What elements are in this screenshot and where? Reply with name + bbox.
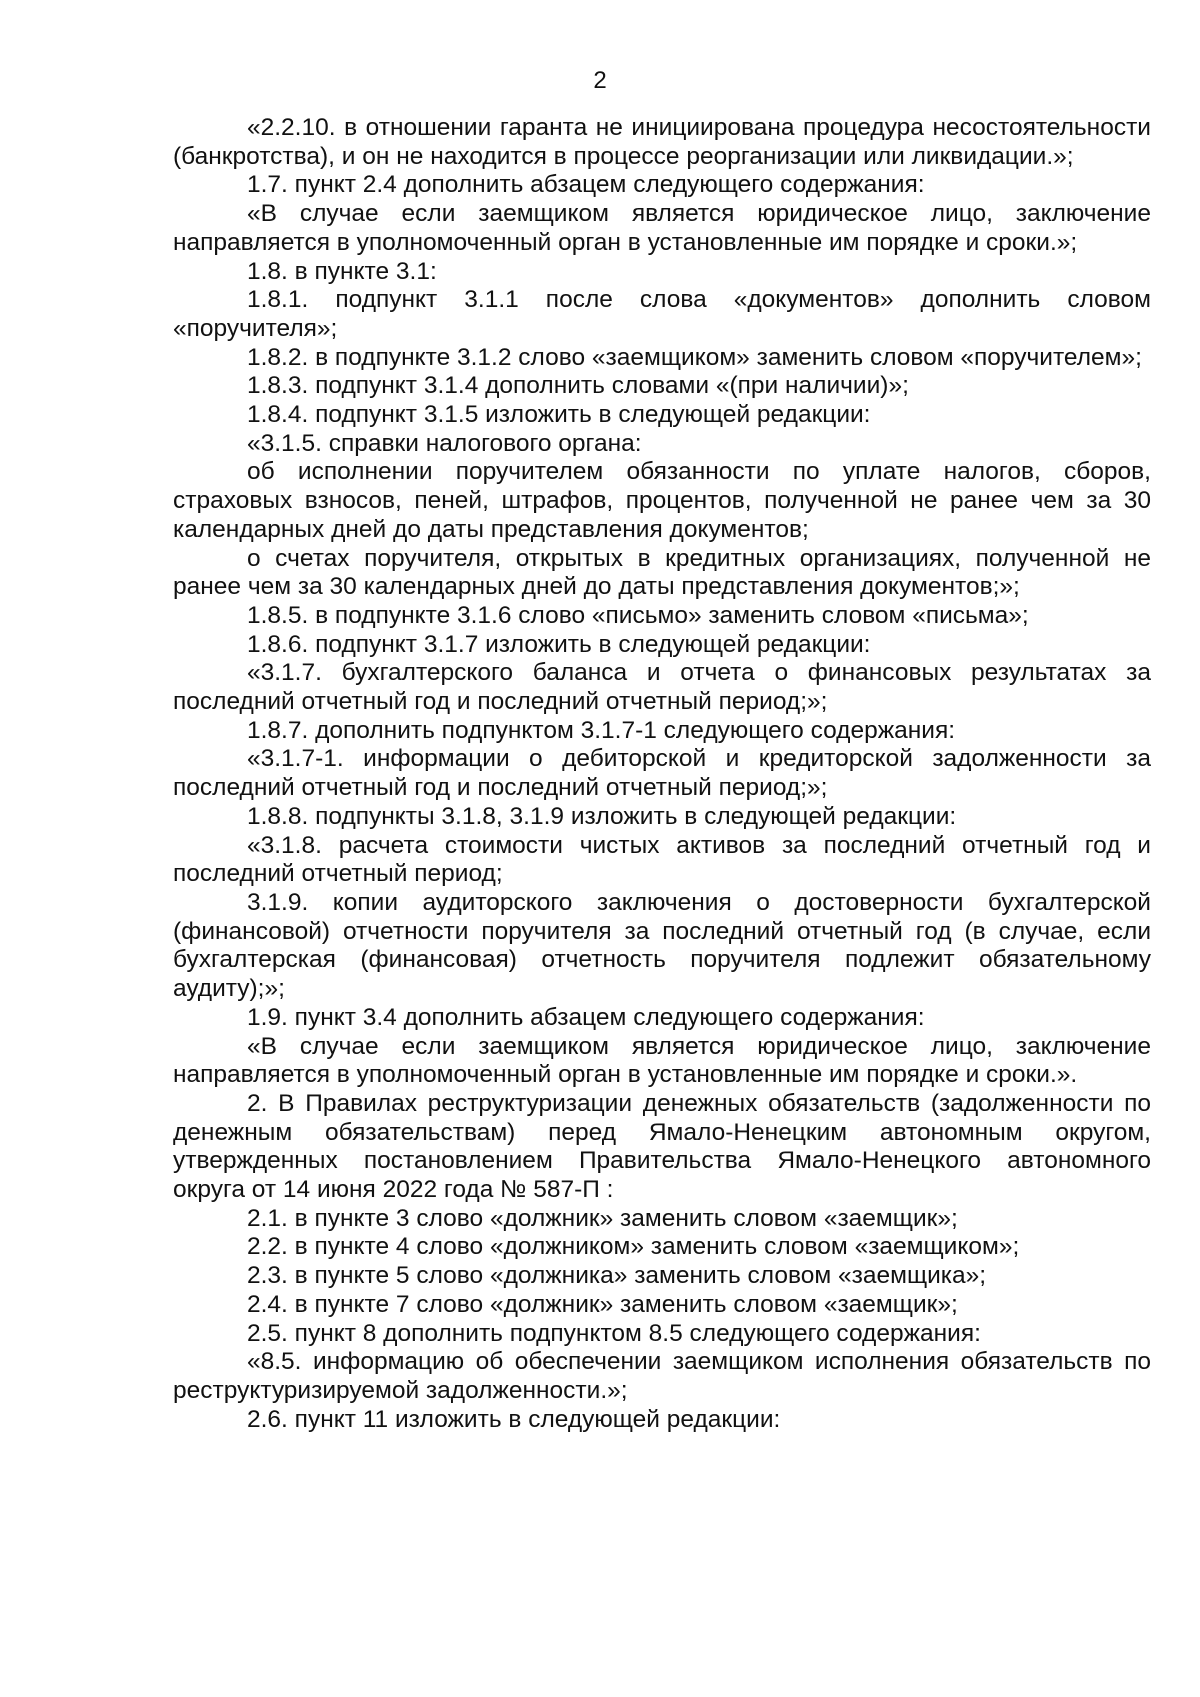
paragraph: 1.9. пункт 3.4 дополнить абзацем следующего содержания:: [247, 1003, 925, 1031]
paragraph: «3.1.8. расчета стоимости чистых активов за последний отчетный год и последний отчетный период;: [173, 831, 1151, 888]
document-body: [173, 114, 1151, 1434]
paragraph: 1.8.1. подпункт 3.1.1 после слова «документов» дополнить словом «поручителя»;: [173, 286, 1151, 342]
paragraph: 1.8.7. дополнить подпунктом 3.1.7-1 следующего содержания:: [247, 716, 956, 744]
paragraph: 2.6. пункт 11 изложить в следующей редакции:: [247, 1405, 781, 1433]
paragraph: «В случае если заемщиком является юридическое лицо, заключение направляется в уполномоченный орган в установленные им порядке и сроки.».: [173, 1032, 1151, 1089]
paragraph: 2. В Правилах реструктуризации денежных обязательств (задолженности по денежным обязательствам) перед Ямало-Ненецким автономным округом, утвержденных постановлением Правительства Ямало-Ненецкого автономного округа от 14 июня 2022 года № 587-П :: [173, 1089, 1151, 1204]
paragraph: об исполнении поручителем обязанности по уплате налогов, сборов, страховых взносов, пеней, штрафов, процентов, полученной не ранее чем за 30 календарных дней до даты представления документов;: [173, 458, 1151, 543]
paragraph: 1.8.4. подпункт 3.1.5 изложить в следующей редакции:: [247, 401, 871, 429]
paragraph: 2.5. пункт 8 дополнить подпунктом 8.5 следующего содержания:: [247, 1319, 981, 1347]
paragraph: 1.8.3. подпункт 3.1.4 дополнить словами «(при наличии)»;: [247, 372, 909, 400]
paragraph: «3.1.5. справки налогового органа:: [247, 429, 642, 457]
paragraph: «3.1.7. бухгалтерского баланса и отчета о финансовых результатах за последний отчетный год и последний отчетный период;»;: [173, 659, 1151, 716]
paragraph: 1.8.8. подпункты 3.1.8, 3.1.9 изложить в следующей редакции:: [247, 802, 957, 830]
paragraph: «В случае если заемщиком является юридическое лицо, заключение направляется в уполномоченный орган в установленные им порядке и сроки.»;: [173, 200, 1151, 256]
page-number: 2: [593, 67, 607, 94]
paragraph: 1.8.6. подпункт 3.1.7 изложить в следующей редакции:: [247, 630, 871, 658]
paragraph: 2.2. в пункте 4 слово «должником» заменить словом «заемщиком»;: [247, 1233, 1020, 1261]
paragraph: 1.7. пункт 2.4 дополнить абзацем следующего содержания:: [247, 171, 925, 199]
paragraph: 1.8.5. в подпункте 3.1.6 слово «письмо» заменить словом «письма»;: [247, 601, 1029, 629]
paragraph: 2.1. в пункте 3 слово «должник» заменить словом «заемщик»;: [247, 1204, 958, 1232]
paragraph: 2.4. в пункте 7 слово «должник» заменить словом «заемщик»;: [247, 1290, 958, 1318]
paragraph: о счетах поручителя, открытых в кредитных организациях, полученной не ранее чем за 30 календарных дней до даты представления документов;»;: [173, 544, 1151, 601]
paragraph: «8.5. информацию об обеспечении заемщиком исполнения обязательств по реструктуризируемой задолженности.»;: [173, 1348, 1151, 1404]
paragraph: «2.2.10. в отношении гаранта не инициирована процедура несостоятельности (банкротства), и он не находится в процессе реорганизации или ликвидации.»;: [173, 114, 1151, 170]
paragraph: 3.1.9. копии аудиторского заключения о достоверности бухгалтерской (финансовой) отчетности поручителя за последний отчетный год (в случае, если бухгалтерская (финансовая) отчетность поручителя подлежит обязательному аудиту);»;: [173, 888, 1151, 1003]
paragraph: 2.3. в пункте 5 слово «должника» заменить словом «заемщика»;: [247, 1262, 987, 1290]
paragraph: 1.8.2. в подпункте 3.1.2 слово «заемщиком» заменить словом «поручителем»;: [247, 343, 1142, 371]
paragraph: «3.1.7-1. информации о дебиторской и кредиторской задолженности за последний отчетный год и последний отчетный период;»;: [173, 745, 1151, 802]
paragraph: 1.8. в пункте 3.1:: [247, 257, 437, 285]
